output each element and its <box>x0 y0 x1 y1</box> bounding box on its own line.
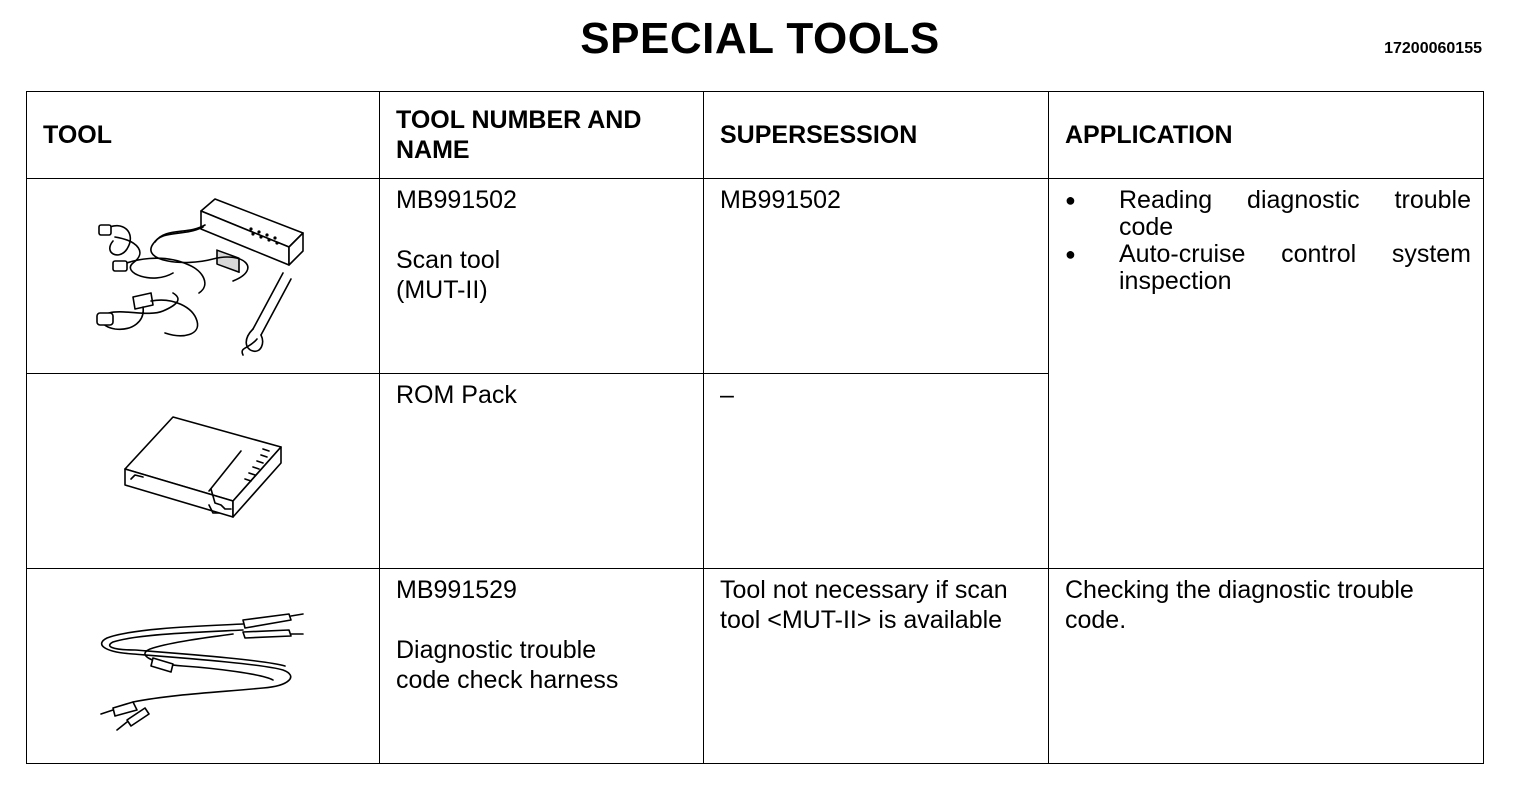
bullet-icon: ● <box>1065 244 1076 264</box>
tool-number: MB991502 <box>396 186 517 214</box>
tool-image-cell <box>27 374 380 569</box>
table-header-row <box>27 92 1484 179</box>
table-row <box>27 179 1484 374</box>
supersession-value: Tool not necessary if scan tool <MUT-II> is available <box>720 576 1008 634</box>
column-header-tool-number-and-name: TOOL NUMBER AND NAME <box>380 92 704 179</box>
table-row <box>27 569 1484 764</box>
tool-number: ROM Pack <box>396 381 517 409</box>
harness-cable-icon <box>101 614 303 730</box>
tool-number-name-cell <box>380 569 704 764</box>
page-title: SPECIAL TOOLS <box>580 14 940 63</box>
column-header-application: APPLICATION <box>1049 92 1484 179</box>
application-cell <box>1049 179 1484 569</box>
tool-name: Scan tool <box>396 246 501 274</box>
application-list <box>1049 179 1483 295</box>
tool-image-cell <box>27 179 380 374</box>
bullet-icon: ● <box>1065 190 1076 210</box>
tool-number-name-cell <box>380 374 704 569</box>
special-tools-table <box>26 91 1484 764</box>
list-item: ● Auto-cruise control system inspection <box>1065 240 1471 295</box>
tool-number-name-cell <box>380 179 704 374</box>
tool-image-cell <box>27 569 380 764</box>
supersession-cell <box>704 374 1049 569</box>
rom-pack-icon <box>125 417 281 517</box>
tool-name-detail: code check harness <box>396 666 619 694</box>
scan-tool-unit-icon <box>201 199 303 272</box>
supersession-value: MB991502 <box>720 186 841 214</box>
document-code: 17200060155 <box>1384 40 1482 57</box>
application-cell <box>1049 569 1484 764</box>
column-header-tool: TOOL <box>27 92 380 179</box>
supersession-value: – <box>720 381 734 409</box>
list-item: ● Reading diagnostic trouble code <box>1065 186 1471 241</box>
check-harness-illustration <box>93 594 313 734</box>
application-text: Checking the diagnostic trouble code. <box>1065 576 1414 634</box>
column-header-supersession: SUPERSESSION <box>704 92 1049 179</box>
rom-pack-illustration <box>113 409 293 529</box>
tool-name-detail: (MUT-II) <box>396 276 488 304</box>
scan-tool-illustration <box>93 189 313 359</box>
supersession-cell <box>704 179 1049 374</box>
supersession-cell <box>704 569 1049 764</box>
tool-name: Diagnostic trouble <box>396 636 597 664</box>
tool-number: MB991529 <box>396 576 517 604</box>
